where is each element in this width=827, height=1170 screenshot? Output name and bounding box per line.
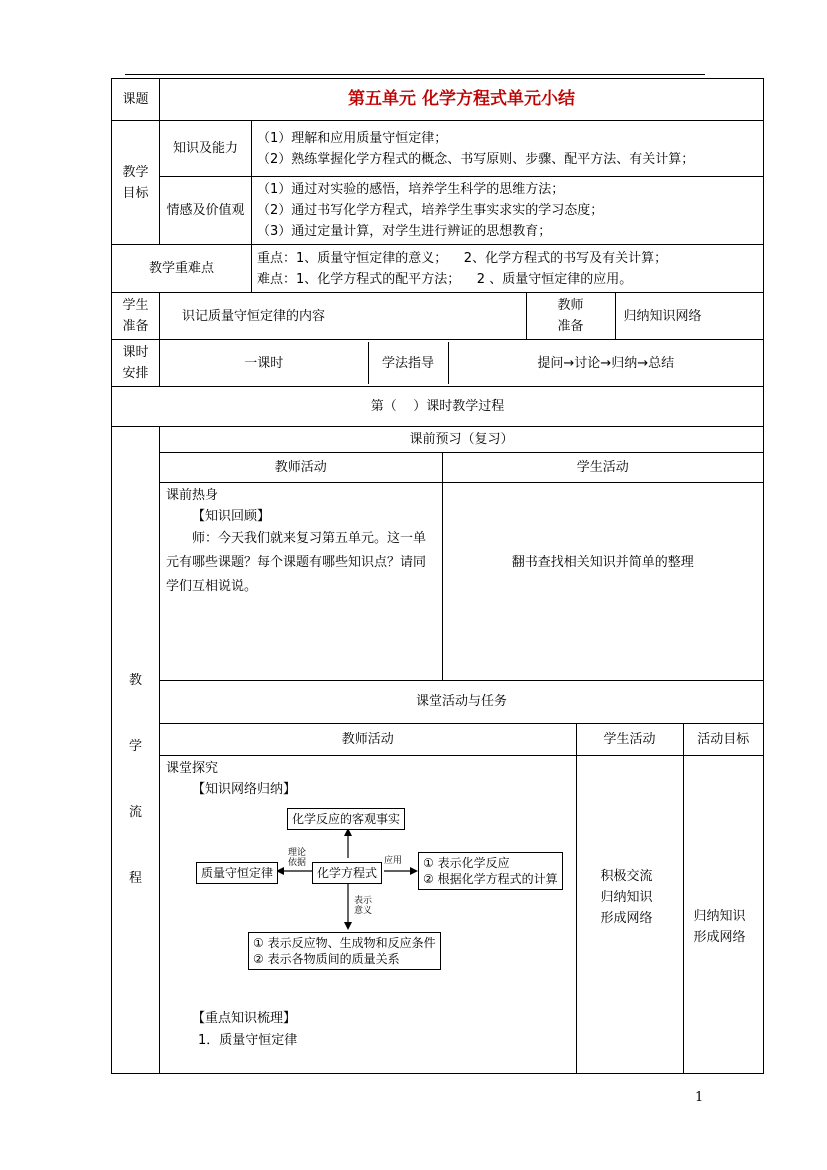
preview-teacher-header: 教师活动 bbox=[160, 453, 442, 483]
flow-char: 学 bbox=[128, 739, 142, 754]
knowledge-item: （2）熟练掌握化学方程式的概念、书写原则、步骤、配平方法、有关计算； bbox=[257, 151, 695, 167]
classroom-teacher-cell bbox=[160, 755, 576, 1073]
emotion-label: 情感及价值观 bbox=[160, 177, 252, 245]
method-content: 提问→讨论→归纳→总结 bbox=[537, 355, 675, 371]
classroom-goal-text: 归纳知识形成网络 bbox=[683, 755, 763, 1073]
emotion-items bbox=[252, 177, 764, 245]
key-point-line: 重点：1、质量守恒定律的意义； 2、化学方程式的书写及有关计算； bbox=[257, 250, 668, 266]
diagram-left-box: 质量守恒定律 bbox=[196, 862, 278, 884]
knowledge-label: 知识及能力 bbox=[160, 121, 252, 177]
diagram-label-right: 应用 bbox=[384, 855, 403, 866]
network-title: 【知识网络归纳】 bbox=[192, 781, 297, 797]
difficulty-line: 难点：1、化学方程式的配平方法； 2 、质量守恒定律的应用。 bbox=[257, 271, 633, 287]
classroom-student-header: 学生活动 bbox=[576, 723, 683, 755]
knowledge-item: （1）理解和应用质量守恒定律； bbox=[257, 130, 448, 146]
flow-side-label bbox=[112, 427, 160, 1074]
preview-student-header: 学生活动 bbox=[442, 453, 763, 483]
knowledge-items bbox=[252, 121, 764, 177]
classroom-student-text: 积极交流归纳知识形成网络 bbox=[576, 755, 683, 1073]
preview-teacher-cell bbox=[160, 483, 442, 681]
key-points bbox=[252, 245, 764, 293]
header-rule bbox=[125, 74, 705, 75]
emotion-item: （1）通过对实验的感悟，培养学生科学的思维方法； bbox=[257, 182, 565, 197]
page-number: 1 bbox=[695, 1090, 704, 1105]
diagram-center-box: 化学方程式 bbox=[312, 862, 382, 884]
knowledge-network-diagram bbox=[196, 806, 576, 996]
flow-char: 流 bbox=[128, 805, 142, 820]
emotion-item: （2）通过书写化学方程式，培养学生事实求实的学习态度； bbox=[257, 203, 604, 218]
teacher-prep-content: 归纳知识网络 bbox=[623, 308, 702, 324]
page-title: 第五单元 化学方程式单元小结 bbox=[160, 79, 764, 121]
process-title: 第（ ）课时教学过程 bbox=[112, 387, 764, 427]
classroom-section bbox=[160, 681, 763, 1073]
preview-student-text: 翻书查找相关知识并简单的整理 bbox=[442, 483, 763, 681]
arrow-down-icon bbox=[344, 922, 352, 930]
key-review-item: 1．质量守恒定律 bbox=[198, 1032, 298, 1048]
lesson-plan-table bbox=[111, 78, 764, 1074]
flow-char: 教 bbox=[128, 673, 142, 688]
emotion-item: （3）通过定量计算，对学生进行辨证的思想教育； bbox=[257, 224, 552, 239]
classroom-teacher-header: 教师活动 bbox=[160, 723, 576, 755]
key-review-title: 【重点知识梳理】 bbox=[192, 1010, 297, 1026]
schedule-label: 课时 安排 bbox=[112, 340, 160, 387]
method-label: 学法指导 bbox=[368, 342, 448, 384]
flow-char: 程 bbox=[128, 871, 142, 886]
teacher-prep-label: 教师 准备 bbox=[526, 293, 615, 339]
arrow-right-icon bbox=[410, 867, 418, 875]
diagram-right-box: ① 表示化学反应 ② 根据化学方程式的计算 bbox=[418, 852, 563, 890]
key-points-label: 教学重难点 bbox=[112, 245, 252, 293]
student-prep-label: 学生 准备 bbox=[112, 293, 160, 340]
warmup-label: 课前热身 bbox=[166, 488, 219, 503]
preview-title: 课前预习（复习） bbox=[160, 427, 763, 453]
diagram-label-left: 理论依据 bbox=[288, 847, 307, 868]
topic-label: 课题 bbox=[112, 79, 160, 121]
preview-teacher-text: 师：今天我们就来复习第五单元。这一单元有哪些课题？每个课题有哪些知识点？请同学们互相说说。 bbox=[166, 531, 427, 594]
review-title: 【知识回顾】 bbox=[192, 509, 271, 524]
preview-section bbox=[160, 427, 763, 681]
diagram-top-box: 化学反应的客观事实 bbox=[287, 808, 405, 830]
diagram-label-bottom: 表示意义 bbox=[354, 895, 373, 916]
classroom-goal-header: 活动目标 bbox=[683, 723, 763, 755]
objectives-label: 教学 目标 bbox=[112, 121, 160, 245]
diagram-bottom-box: ① 表示反应物、生成物和反应条件 ② 表示各物质间的质量关系 bbox=[248, 932, 441, 970]
classroom-title: 课堂活动与任务 bbox=[160, 681, 763, 723]
schedule-hours: 一课时 bbox=[160, 342, 368, 384]
student-prep-content: 识记质量守恒定律的内容 bbox=[160, 293, 526, 339]
explore-label: 课堂探究 bbox=[166, 760, 219, 776]
